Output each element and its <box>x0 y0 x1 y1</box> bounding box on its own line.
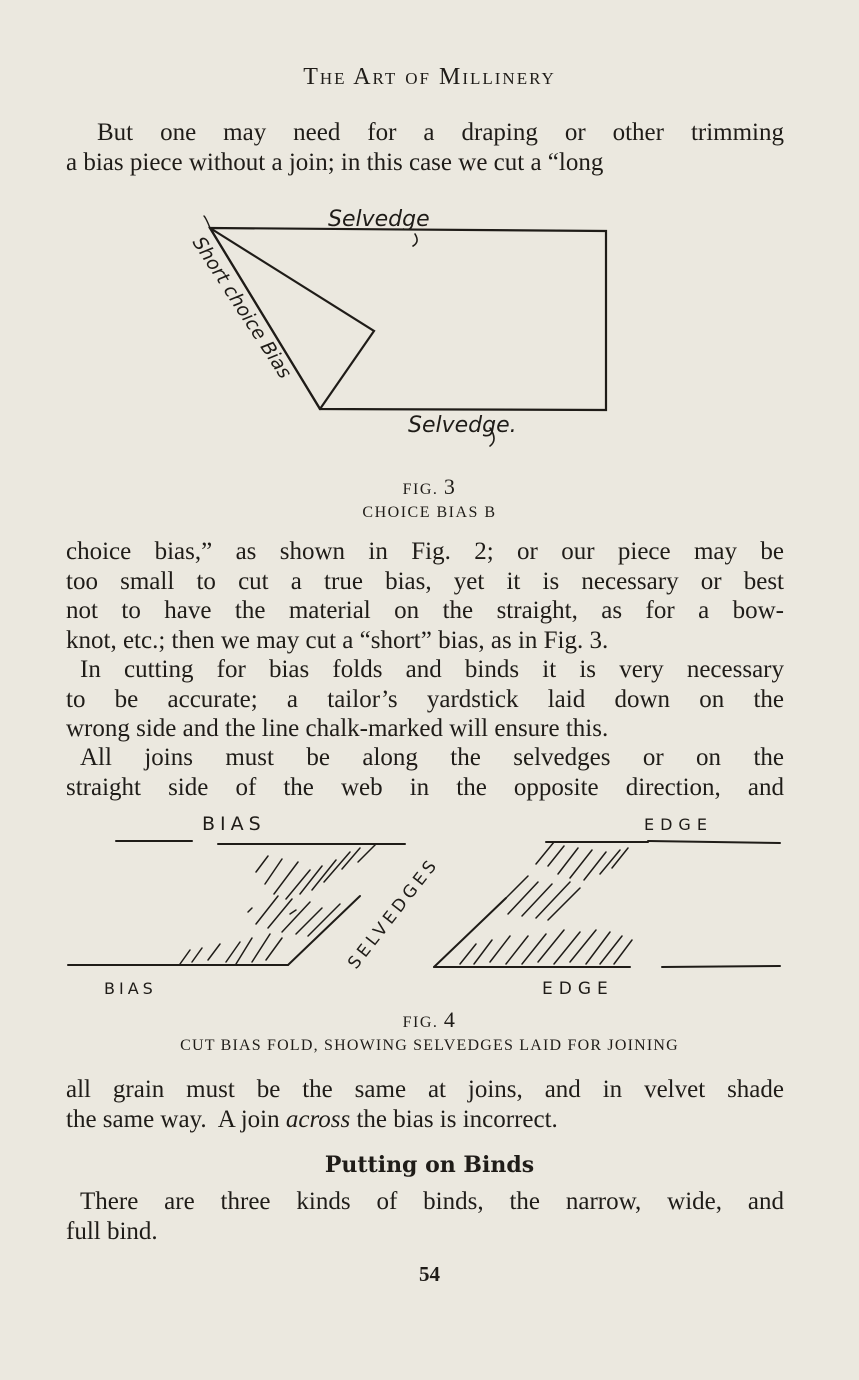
figure-3-diagram <box>180 196 620 466</box>
paragraph-5 <box>66 1075 784 1134</box>
section-heading: Putting on Binds <box>324 1152 535 1178</box>
fig-number: 4 <box>443 1007 457 1032</box>
paragraph-line: full bind. <box>66 1217 158 1245</box>
paragraph-line: There are three kinds of binds, the narrow, wide, and <box>80 1188 784 1215</box>
figure-3-caption: CHOICE BIAS B <box>362 504 497 521</box>
label-edge-top: EDGE <box>644 815 713 834</box>
label-selvedge-top: Selvedge <box>328 207 430 232</box>
label-bias-bottom: BIAS <box>104 979 157 998</box>
running-head: The Art of Millinery <box>303 64 556 90</box>
paragraph-line: choice bias,” as shown in Fig. 2; or our piece may be <box>66 538 784 565</box>
paragraph-line: a bias piece without a join; in this case we cut a “long <box>66 148 604 176</box>
fig-label: FIG. <box>402 481 439 498</box>
label-selvedges: SELVEDGES <box>344 854 444 974</box>
paragraph-4 <box>66 743 784 802</box>
paragraph-line: all grain must be the same at joins, and in velvet shade <box>66 1076 784 1103</box>
text-run: the same way. A join <box>66 1105 286 1133</box>
paragraph-line: wrong side and the line chalk-marked will ensure this. <box>66 715 609 742</box>
bias-cut-line <box>210 228 320 409</box>
paragraph-line: to be accurate; a tailor’s yardstick laid down on the <box>66 685 784 713</box>
bias-triangle <box>210 228 374 409</box>
paragraph-line: straight side of the web in the opposite direction, and <box>66 773 784 801</box>
paragraph-2 <box>66 537 784 655</box>
paragraph-line: All joins must be along the selvedges or on the <box>80 744 784 771</box>
figure-3-number <box>0 474 859 500</box>
paragraph-line <box>66 1105 784 1135</box>
paragraph-line: In cutting for bias folds and binds it is very necessary <box>80 656 784 683</box>
paragraph-line: too small to cut a true bias, yet it is necessary or best <box>66 567 784 595</box>
paragraph-line: knot, etc.; then we may cut a “short” bias, as in Fig. 3. <box>66 626 609 654</box>
label-selvedge-bottom: Selvedge. <box>408 413 517 438</box>
label-edge-bottom: EDGE <box>542 979 614 999</box>
paragraph-line: But one may need for a draping or other trimming <box>97 119 784 146</box>
fig-label: FIG. <box>402 1014 439 1031</box>
figure-4-number <box>0 1007 859 1033</box>
page-number: 54 <box>419 1262 440 1286</box>
figure-4-diagram <box>60 804 790 1004</box>
fig-number: 3 <box>443 474 457 499</box>
emphasized-word: across <box>285 1105 351 1133</box>
paragraph-6 <box>66 1187 784 1246</box>
paragraph-3 <box>66 655 784 744</box>
paragraph-line: not to have the material on the straight, as for a bow- <box>66 597 784 624</box>
paragraph-1 <box>66 118 784 177</box>
fabric-rectangle <box>210 228 606 410</box>
label-bias-top: BIAS <box>202 813 266 835</box>
text-run: the bias is incorrect. <box>350 1105 558 1133</box>
label-short-choice-bias: Short choice Bias <box>187 232 296 383</box>
figure-4-caption: CUT BIAS FOLD, SHOWING SELVEDGES LAID FOR JOINING <box>180 1037 679 1054</box>
